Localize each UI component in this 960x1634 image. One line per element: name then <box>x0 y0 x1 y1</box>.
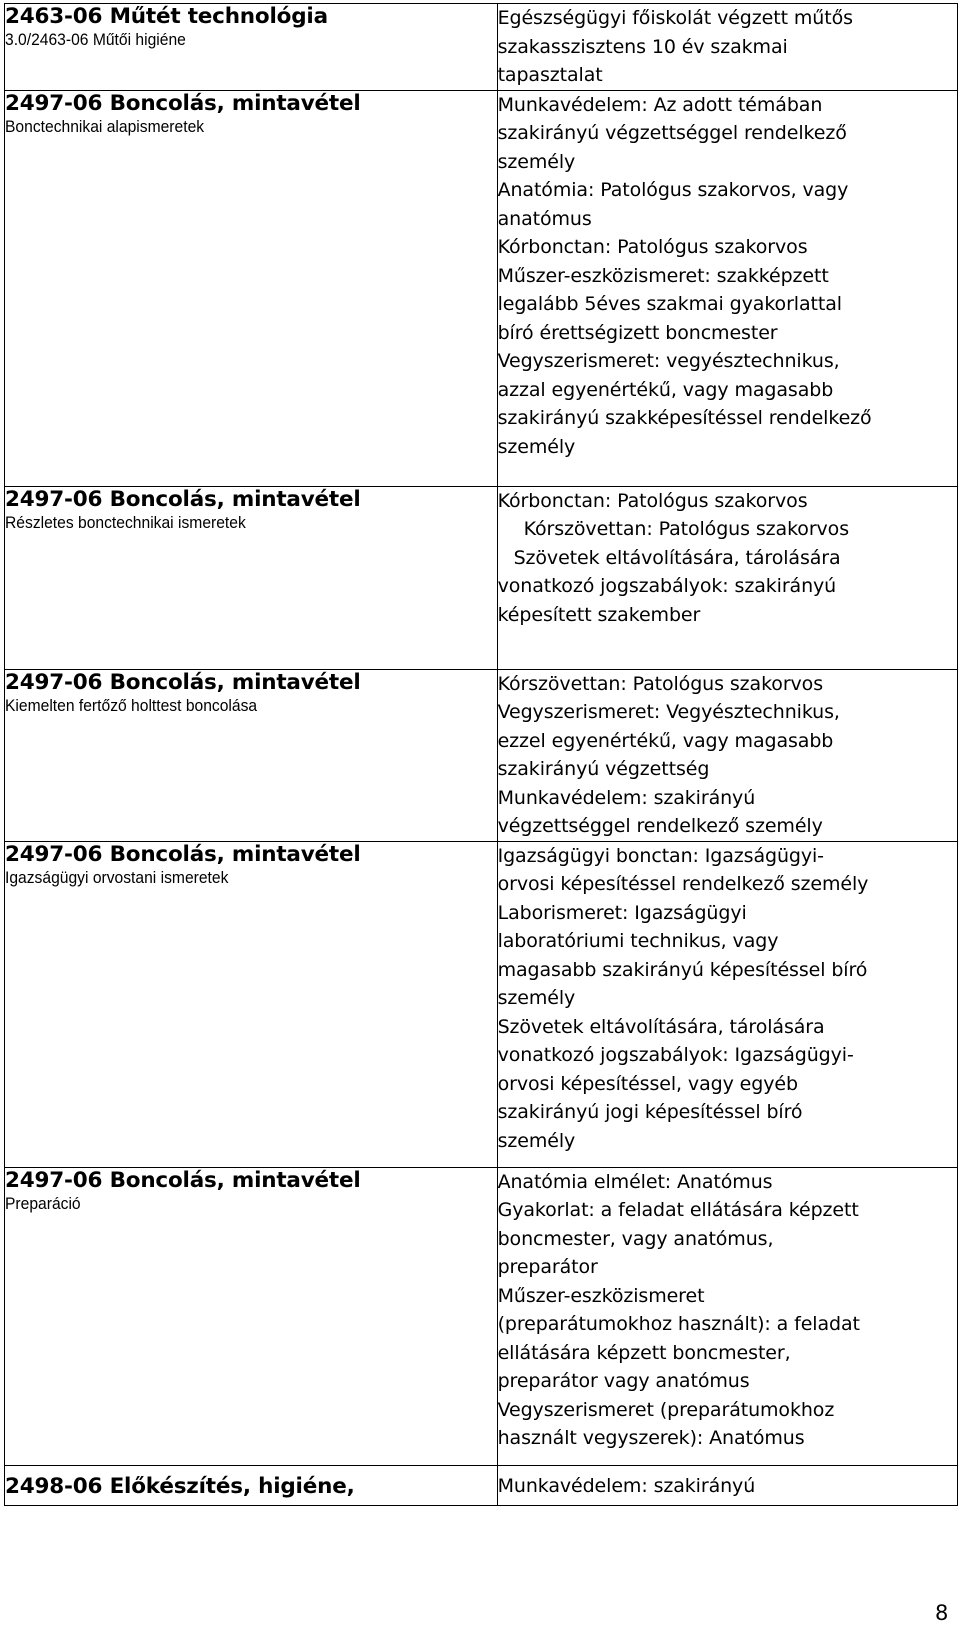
requirement-line: személy <box>497 987 576 1009</box>
module-cell <box>5 669 498 841</box>
requirements-cell <box>497 669 957 841</box>
requirement-line: szakirányú végzettséggel rendelkező <box>497 122 847 144</box>
module-cell <box>5 4 498 91</box>
table-row <box>5 90 958 486</box>
requirement-line: Kórbonctan: Patológus szakorvos <box>497 236 808 258</box>
module-cell <box>5 486 498 669</box>
requirements-cell <box>497 4 957 91</box>
requirement-line: Gyakorlat: a feladat ellátására képzett <box>497 1199 859 1221</box>
module-subtitle: 3.0/2463-06 Műtői higiéne <box>5 30 186 49</box>
requirement-line: Munkavédelem: szakirányú <box>497 786 756 809</box>
requirements-cell <box>497 841 957 1167</box>
requirements-cell <box>497 1465 957 1505</box>
requirement-line: azzal egyenértékű, vagy magasabb <box>497 378 834 401</box>
requirement-line: bíró érettségizett boncmester <box>497 321 778 344</box>
requirement-line: Kórszövettan: Patológus szakorvos <box>523 518 849 540</box>
module-title: 2497-06 Boncolás, mintavétel <box>5 486 361 512</box>
requirement-line: Anatómia elmélet: Anatómus <box>497 1170 773 1193</box>
table-row <box>5 4 958 91</box>
requirement-line: Munkavédelem: szakirányú <box>497 1474 756 1497</box>
requirement-line: Egészségügyi főiskolát végzett műtős <box>497 7 853 29</box>
requirement-line: vonatkozó jogszabályok: szakirányú <box>497 575 837 597</box>
module-cell <box>5 1465 498 1505</box>
requirement-line: Szövetek eltávolítására, tárolására <box>497 1015 825 1038</box>
requirement-line: Kórszövettan: Patológus szakorvos <box>497 672 823 695</box>
requirement-line: ezzel egyenértékű, vagy magasabb <box>497 729 834 752</box>
module-cell <box>5 1167 498 1465</box>
requirement-line: használt vegyszerek): Anatómus <box>497 1427 805 1449</box>
requirement-line: Igazságügyi bonctan: Igazságügyi- <box>497 844 824 867</box>
requirement-line: szakirányú szakképesítéssel rendelkező <box>497 407 872 429</box>
requirement-line: személy <box>497 435 576 458</box>
requirement-line: (preparátumokhoz használt): a feladat <box>497 1313 860 1335</box>
requirement-line: preparátor <box>497 1256 598 1278</box>
table-row <box>5 486 958 669</box>
requirement-line: orvosi képesítéssel, vagy egyéb <box>497 1072 798 1095</box>
table-row <box>5 1167 958 1465</box>
requirements-cell <box>497 90 957 486</box>
requirement-line: Laborismeret: Igazságügyi <box>497 901 747 924</box>
requirement-line: személy <box>497 150 576 173</box>
module-title: 2498-06 Előkészítés, higiéne, <box>5 1473 355 1499</box>
module-title: 2497-06 Boncolás, mintavétel <box>5 841 361 867</box>
requirement-line: vonatkozó jogszabályok: Igazságügyi- <box>497 1044 854 1066</box>
requirement-line: laboratóriumi technikus, vagy <box>497 930 779 952</box>
requirement-line: Műszer-eszközismeret: szakképzett <box>497 264 829 287</box>
requirement-line: szakirányú jogi képesítéssel bíró <box>497 1101 803 1123</box>
requirement-line: Kórbonctan: Patológus szakorvos <box>497 489 808 512</box>
requirement-line: boncmester, vagy anatómus, <box>497 1227 774 1250</box>
module-cell <box>5 841 498 1167</box>
requirement-line: végzettséggel rendelkező személy <box>497 815 823 837</box>
requirement-line: Vegyszerismeret: Vegyésztechnikus, <box>497 701 840 723</box>
module-subtitle: Bonctechnikai alapismeretek <box>5 116 205 136</box>
requirement-line: legalább 5éves szakmai gyakorlattal <box>497 293 842 315</box>
requirement-line: magasabb szakirányú képesítéssel bíró <box>497 958 868 981</box>
module-title: 2497-06 Boncolás, mintavétel <box>5 90 361 116</box>
module-title: 2463-06 Műtét technológia <box>5 4 328 29</box>
page-number: 8 <box>935 1601 949 1625</box>
module-subtitle: Kiemelten fertőző holttest boncolása <box>5 695 258 715</box>
requirement-line: szakirányú végzettség <box>497 758 710 780</box>
requirements-cell <box>497 486 957 669</box>
qualification-table <box>4 3 958 1506</box>
requirement-line: Szövetek eltávolítására, tárolására <box>513 546 841 569</box>
module-cell <box>5 90 498 486</box>
requirements-cell <box>497 1167 957 1465</box>
requirement-line: Munkavédelem: Az adott témában <box>497 93 823 116</box>
table-row <box>5 1465 958 1505</box>
module-subtitle: Preparáció <box>5 1193 81 1213</box>
module-subtitle: Részletes bonctechnikai ismeretek <box>5 512 246 532</box>
requirement-line: preparátor vagy anatómus <box>497 1370 750 1392</box>
requirement-line: anatómus <box>497 207 592 230</box>
requirement-line: személy <box>497 1129 576 1152</box>
requirement-line: képesített szakember <box>497 603 701 626</box>
requirement-line: orvosi képesítéssel rendelkező személy <box>497 873 869 895</box>
requirement-line: tapasztalat <box>497 64 603 86</box>
module-title: 2497-06 Boncolás, mintavétel <box>5 1167 361 1193</box>
requirement-line: szakasszisztens 10 év szakmai <box>497 35 788 58</box>
requirement-line: Vegyszerismeret: vegyésztechnikus, <box>497 350 840 372</box>
requirement-line: ellátására képzett boncmester, <box>497 1341 791 1364</box>
requirement-line: Anatómia: Patológus szakorvos, vagy <box>497 179 849 201</box>
requirement-line: Vegyszerismeret (preparátumokhoz <box>497 1398 835 1421</box>
module-subtitle: Igazságügyi orvostani ismeretek <box>5 867 229 887</box>
requirement-line: Műszer-eszközismeret <box>497 1284 705 1307</box>
table-row <box>5 669 958 841</box>
module-title: 2497-06 Boncolás, mintavétel <box>5 669 361 695</box>
table-row <box>5 841 958 1167</box>
